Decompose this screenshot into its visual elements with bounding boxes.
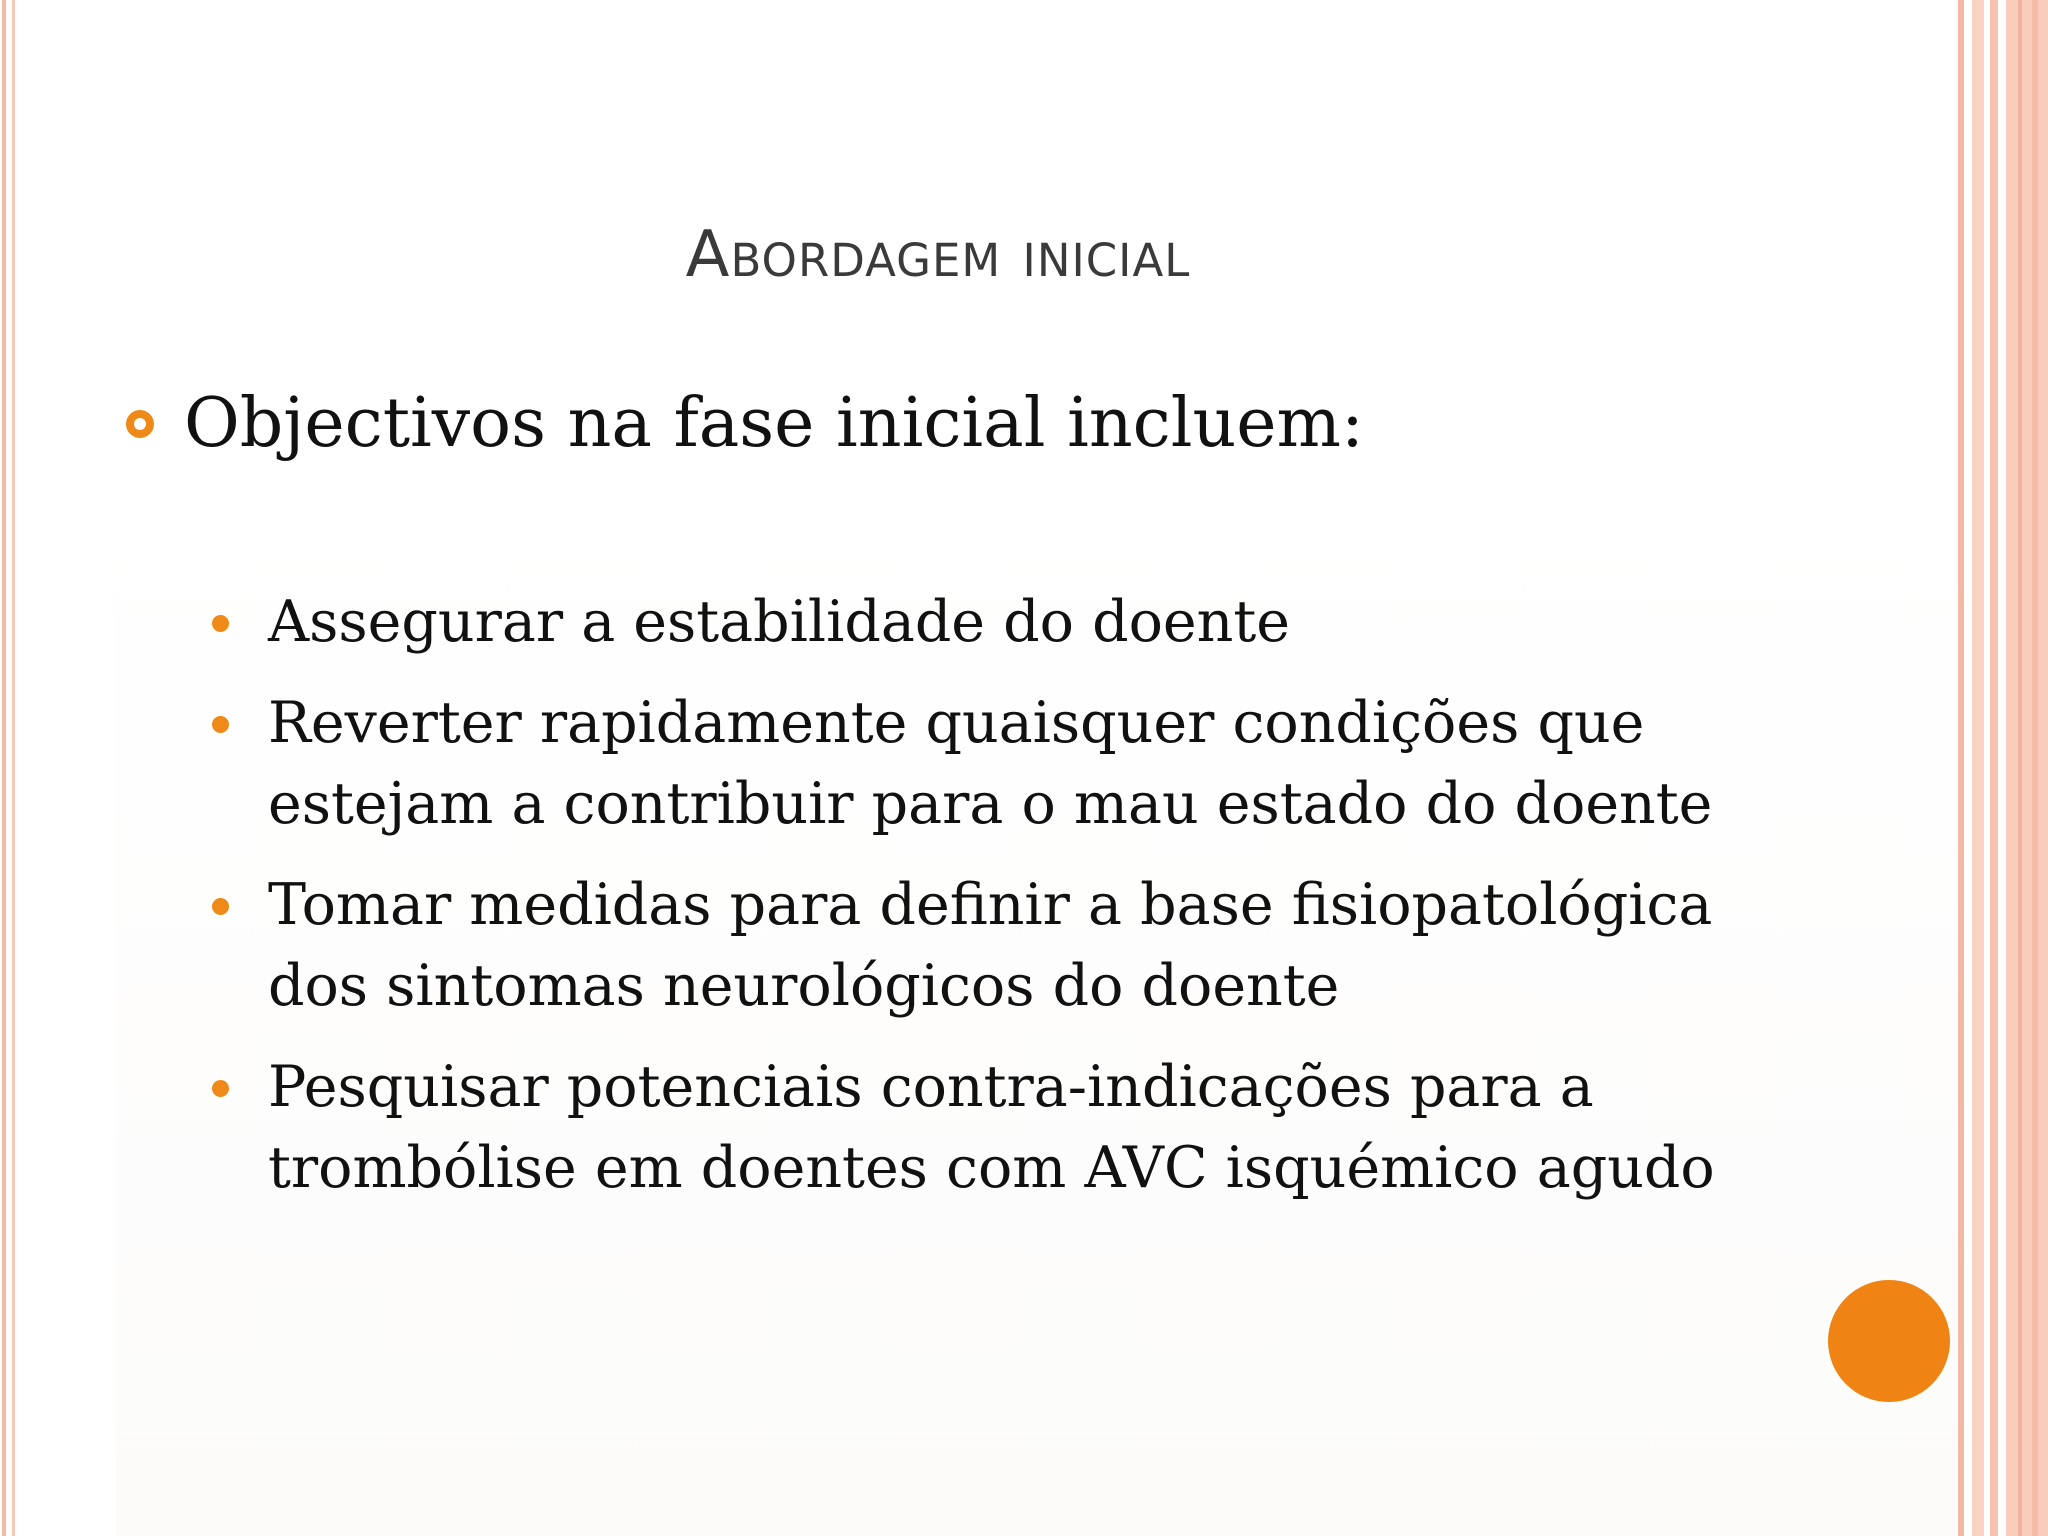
sub-bullet-text: Assegurar a estabilidade do doente [268, 589, 1290, 655]
orange-circle-decoration [1828, 1280, 1950, 1402]
border-stripe [2006, 0, 2048, 1536]
orange-dot-icon [212, 1080, 229, 1097]
sub-bullet-item [200, 865, 1760, 1027]
orange-dot-icon [212, 898, 229, 915]
sub-bullet-text: Tomar medidas para definir a base fisiopatológica dos sintomas neurológicos do doente [268, 872, 1713, 1019]
sub-bullet-item [200, 582, 1760, 663]
border-stripe [1990, 0, 1998, 1536]
orange-ring-icon [126, 410, 154, 438]
sub-bullet-text: Reverter rapidamente quaisquer condições que estejam a contribuir para o mau estado do doente [268, 690, 1713, 837]
sub-bullet-list [200, 582, 1760, 1229]
border-stripe [2032, 0, 2038, 1536]
main-bullet-text: Objectivos na fase inicial incluem: [184, 384, 1364, 463]
border-stripe [1958, 0, 1964, 1536]
slide-title: Abordagem inicial [685, 218, 1191, 292]
border-stripe [2018, 0, 2022, 1536]
sub-bullet-item [200, 683, 1760, 845]
sub-bullet-item [200, 1047, 1760, 1209]
sub-bullet-text: Pesquisar potenciais contra-indicações para a trombólise em doentes com AVC isquémico agudo [268, 1054, 1715, 1201]
main-bullet [126, 384, 1364, 463]
orange-dot-icon [212, 716, 229, 733]
right-decorative-border [1958, 0, 2048, 1536]
border-stripe [1972, 0, 1984, 1536]
orange-dot-icon [212, 615, 229, 632]
